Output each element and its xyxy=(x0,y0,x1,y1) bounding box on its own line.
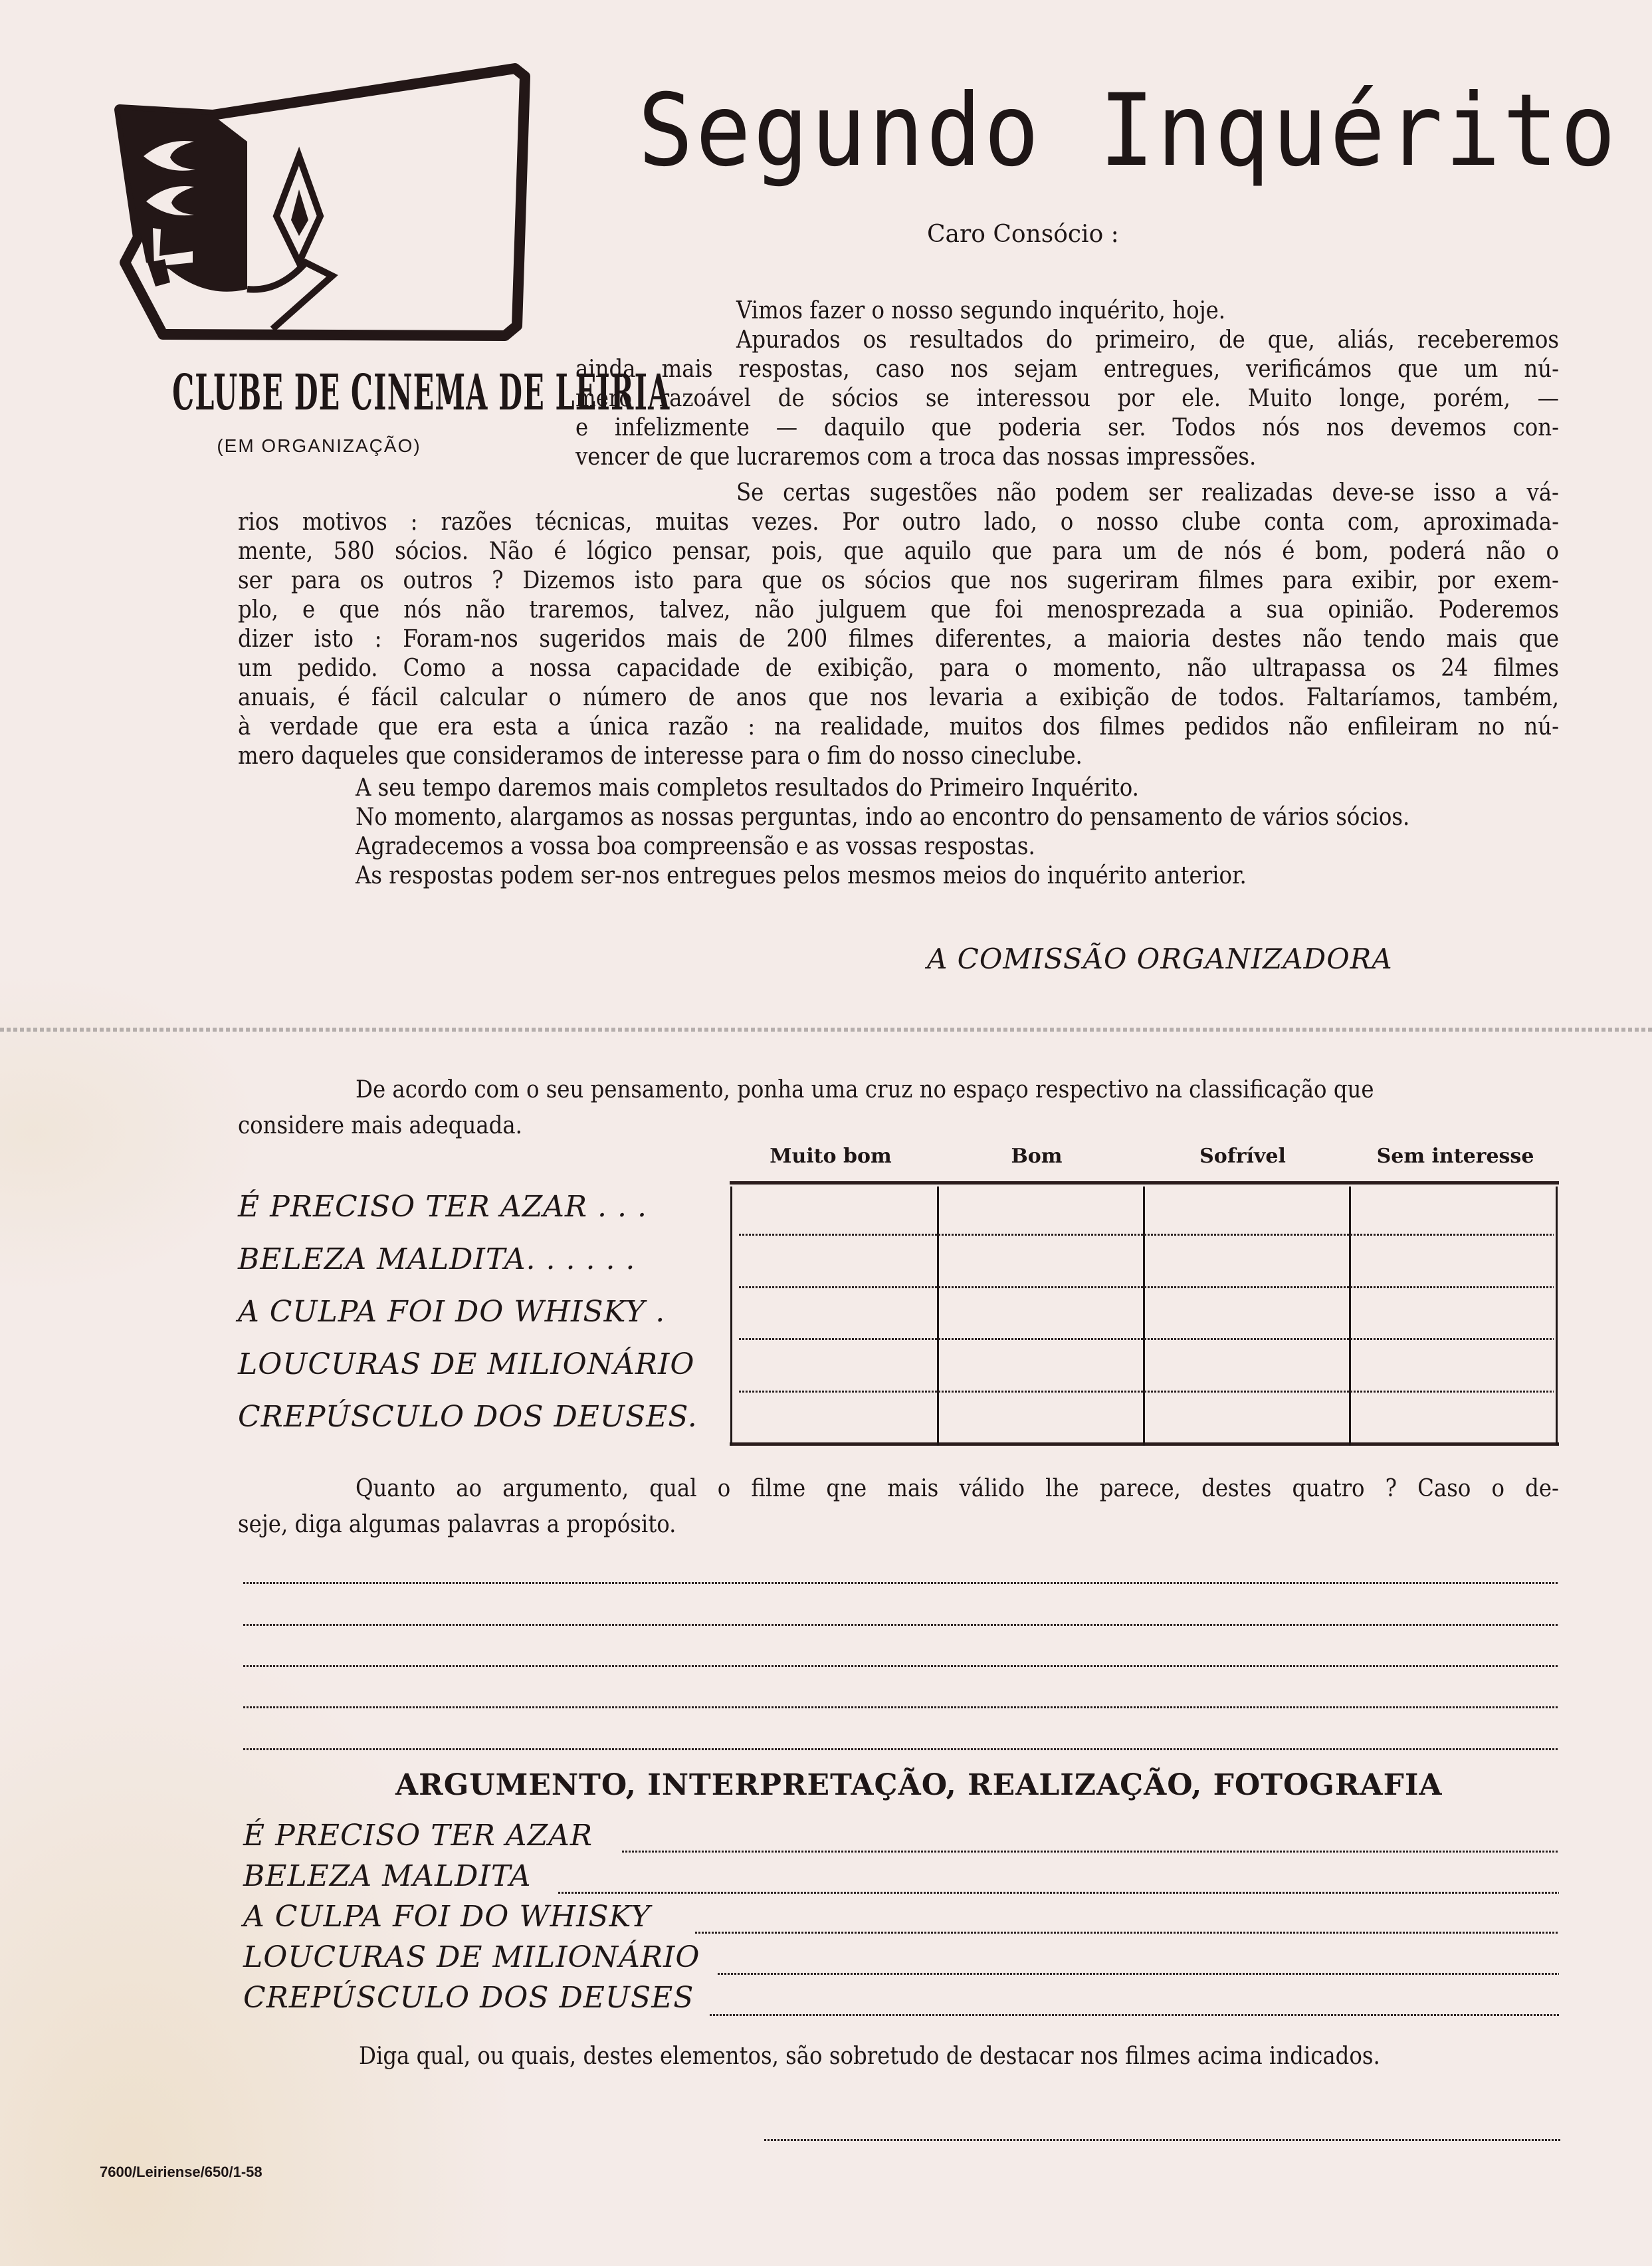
perforation-fold-line xyxy=(0,1028,1652,1032)
elements-film-label: LOUCURAS DE MILIONÁRIO xyxy=(243,1940,700,1974)
letter-line: Agradecemos a vossa boa compreensão e as vossas respostas. xyxy=(356,833,1035,860)
elements-film-label: É PRECISO TER AZAR xyxy=(243,1819,593,1853)
club-status: (EM ORGANIZAÇÃO) xyxy=(217,435,421,456)
signature: A COMISSÃO ORGANIZADORA xyxy=(927,943,1393,975)
letter-line: mente, 580 sócios. Não é lógico pensar, pois, que aquilo que para um de nós é bom, poderá não o xyxy=(238,538,1559,565)
letter-line: Apurados os resultados do primeiro, de que, aliás, receberemos xyxy=(736,326,1559,354)
rating-cell[interactable] xyxy=(939,1185,1142,1235)
rating-cell[interactable] xyxy=(1145,1236,1348,1286)
letter-line: Vimos fazer o nosso segundo inquérito, hoje. xyxy=(736,297,1226,324)
letter-line: ainda mais respostas, caso nos sejam entregues, verificámos que um nú- xyxy=(575,356,1559,383)
table-row-film-label: CREPÚSCULO DOS DEUSES. xyxy=(238,1400,698,1434)
rating-cell[interactable] xyxy=(1145,1185,1348,1235)
letter-line: vencer de que lucraremos com a troca das nossas impressões. xyxy=(575,443,1257,471)
letter-line: mero daqueles que consideramos de interesse para o fim do nosso cineclube. xyxy=(238,742,1083,770)
rating-cell[interactable] xyxy=(1351,1185,1554,1235)
letter-line: As respostas podem ser-nos entregues pelos mesmos meios do inquérito anterior. xyxy=(356,862,1247,889)
letter-line: à verdade que era esta a única razão : na realidade, muitos dos filmes pedidos não enfileiram no nú- xyxy=(238,713,1559,740)
elements-film-label: BELEZA MALDITA xyxy=(243,1859,532,1893)
letter-line: A seu tempo daremos mais completos resultados do Primeiro Inquérito. xyxy=(356,774,1139,802)
rating-cell[interactable] xyxy=(1351,1393,1554,1443)
column-header-sem-interesse: Sem interesse xyxy=(1376,1145,1534,1168)
rating-cell[interactable] xyxy=(732,1185,936,1235)
letter-line: ser para os outros ? Dizemos isto para que os sócios que nos sugeriram filmes para exibir, por exem- xyxy=(238,567,1559,594)
argument-question: Quanto ao argumento, qual o filme qne mais válido lhe parece, destes quatro ? Caso o de- xyxy=(356,1475,1559,1502)
rating-cell[interactable] xyxy=(732,1236,936,1286)
elements-film-label: A CULPA FOI DO WHISKY xyxy=(243,1900,651,1934)
rating-cell[interactable] xyxy=(1145,1393,1348,1443)
rating-cell[interactable] xyxy=(732,1340,936,1391)
table-row-film-label: É PRECISO TER AZAR . . . xyxy=(238,1190,647,1224)
rating-cell[interactable] xyxy=(1351,1288,1554,1339)
argument-question-continued: seje, diga algumas palavras a propósito. xyxy=(238,1511,676,1538)
elements-answer-line[interactable] xyxy=(710,2014,1559,2016)
rating-cell[interactable] xyxy=(939,1340,1142,1391)
table-row-film-label: LOUCURAS DE MILIONÁRIO xyxy=(238,1347,695,1381)
rating-cell[interactable] xyxy=(732,1288,936,1339)
letter-line: dizer isto : Foram-nos sugeridos mais de 200 filmes diferentes, a maioria destes não tendo mais que xyxy=(238,625,1559,653)
answer-line[interactable] xyxy=(243,1582,1559,1584)
elements-answer-line[interactable] xyxy=(622,1851,1559,1853)
column-header-bom: Bom xyxy=(1011,1145,1063,1168)
rating-instructions: De acordo com o seu pensamento, ponha uma cruz no espaço respectivo na classificação que xyxy=(356,1076,1374,1103)
rating-cell[interactable] xyxy=(1145,1340,1348,1391)
elements-answer-line[interactable] xyxy=(695,1932,1559,1934)
rating-instructions-continued: considere mais adequada. xyxy=(238,1112,522,1139)
rating-cell[interactable] xyxy=(939,1288,1142,1339)
rating-cell[interactable] xyxy=(939,1393,1142,1443)
letter-line: mero razoável de sócios se interessou por ele. Muito longe, porém, — xyxy=(575,385,1559,412)
answer-line[interactable] xyxy=(243,1624,1559,1626)
table-column-divider xyxy=(1556,1187,1558,1446)
rating-cell[interactable] xyxy=(1351,1236,1554,1286)
elements-answer-line[interactable] xyxy=(718,1973,1559,1975)
letter-line: e infelizmente — daquilo que poderia ser. Todos nós nos devemos con- xyxy=(575,414,1559,441)
answer-line[interactable] xyxy=(243,1706,1559,1708)
page-title: Segundo Inquérito xyxy=(638,73,1618,189)
elements-film-label: CREPÚSCULO DOS DEUSES xyxy=(243,1981,694,2015)
rating-cell[interactable] xyxy=(1351,1340,1554,1391)
letter-line: rios motivos : razões técnicas, muitas vezes. Por outro lado, o nosso clube conta com, aproximada- xyxy=(238,509,1559,536)
letter-body xyxy=(0,0,1652,931)
table-row-film-label: BELEZA MALDITA. . . . . . xyxy=(238,1242,636,1276)
elements-answer-line[interactable] xyxy=(558,1892,1559,1894)
club-name: CLUBE DE CINEMA DE LEIRIA xyxy=(172,364,671,421)
rating-cell[interactable] xyxy=(732,1393,936,1443)
letter-line: Se certas sugestões não podem ser realizadas deve-se isso a vá- xyxy=(736,479,1559,507)
answer-line[interactable] xyxy=(243,1748,1559,1750)
final-answer-line[interactable] xyxy=(764,2139,1562,2141)
letter-line: plo, e que nós não traremos, talvez, não julguem que foi menosprezada a sua opinião. Poderemos xyxy=(238,596,1559,623)
letter-line: anuais, é fácil calcular o número de anos que nos levaria a exibição de todos. Faltaríamos, também, xyxy=(238,684,1559,711)
column-header-muito-bom: Muito bom xyxy=(770,1145,892,1168)
table-row-film-label: A CULPA FOI DO WHISKY . xyxy=(238,1295,666,1329)
printer-mark: 7600/Leiriense/650/1-58 xyxy=(100,2164,262,2180)
elements-question: Diga qual, ou quais, destes elementos, são sobretudo de destacar nos filmes acima indicados. xyxy=(359,2043,1380,2070)
column-header-sofrivel: Sofrível xyxy=(1199,1145,1286,1168)
elements-section-heading: ARGUMENTO, INTERPRETAÇÃO, REALIZAÇÃO, FOTOGRAFIA xyxy=(395,1768,1443,1802)
answer-line[interactable] xyxy=(243,1665,1559,1667)
letter-line: um pedido. Como a nossa capacidade de exibição, para o momento, não ultrapassa os 24 filmes xyxy=(238,655,1559,682)
letter-line: No momento, alargamos as nossas perguntas, indo ao encontro do pensamento de vários sócios. xyxy=(356,804,1410,831)
salutation: Caro Consócio : xyxy=(927,221,1119,248)
rating-cell[interactable] xyxy=(939,1236,1142,1286)
rating-cell[interactable] xyxy=(1145,1288,1348,1339)
